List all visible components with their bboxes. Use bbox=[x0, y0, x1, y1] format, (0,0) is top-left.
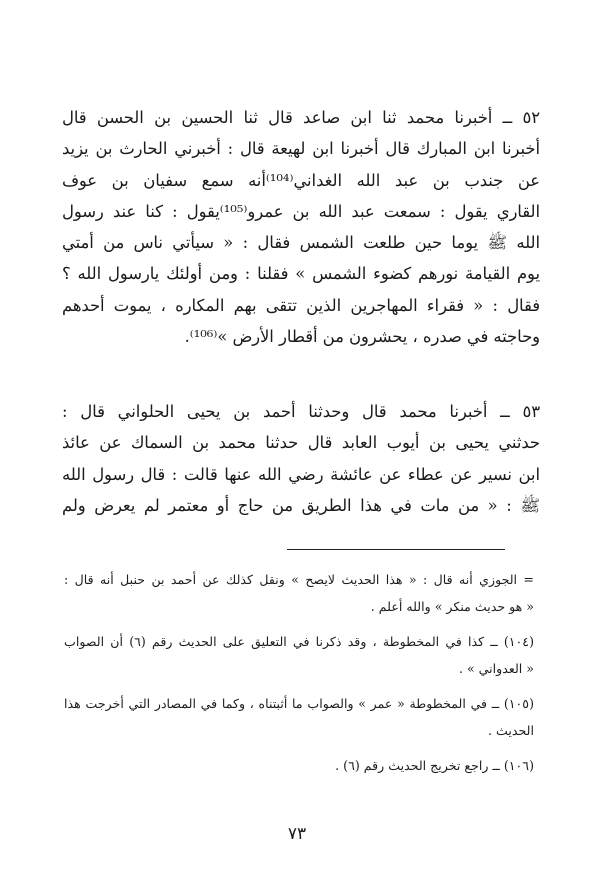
text-line: يوم القيامة نورهم كضوء الشمس » فقلنا : ومن أولئك يارسول الله ؟ bbox=[62, 264, 540, 284]
text-line: ٥٢ ــ أخبرنا محمد ثنا ابن صاعد قال ثنا الحسين بن الحسن قال bbox=[62, 108, 540, 127]
footnote bbox=[64, 752, 534, 779]
text-line: فقال : « فقراء المهاجرين الذين تتقى بهم المكاره ، يموت أحدهم bbox=[62, 295, 540, 315]
footnote-line: « هو حديث منكر » والله أعلم . bbox=[370, 599, 534, 614]
text-line: عن جندب بن عبد الله الغداني⁽¹⁰⁴⁾أنه سمع سفيان بن عوف bbox=[62, 170, 540, 190]
footnote bbox=[64, 628, 534, 682]
text-line: ﷺ : « من مات في هذا الطريق من حاج أو معتمر لم يعرض ولم bbox=[62, 495, 540, 515]
text-line: الله ﷺ يوما حين طلعت الشمس فقال : « سيأتي ناس من أمتي bbox=[62, 233, 540, 253]
text-line: حدثني يحيى بن أيوب العابد قال حدثنا محمد بن السماك عن عائذ bbox=[62, 433, 540, 453]
text-line: ابن نسير عن عطاء عن عائشة رضي الله عنها قالت : قال رسول الله bbox=[62, 464, 540, 484]
footnote bbox=[64, 690, 534, 744]
footnote-line: (١٠٤) ــ كذا في المخطوطة ، وقد ذكرنا في التعليق على الحديث رقم (٦) أن الصواب bbox=[64, 634, 534, 649]
hadith-53-paragraph bbox=[62, 396, 540, 521]
footnote-line: (١٠٥) ــ في المخطوطة « عمر » والصواب ما أثبتناه ، وكما في المصادر التي أخرجت هذا bbox=[64, 696, 534, 711]
page-number: ٧٣ bbox=[287, 824, 307, 844]
footnote-divider bbox=[287, 549, 505, 550]
footnote-line: (١٠٦) ــ راجع تخريج الحديث رقم (٦) . bbox=[335, 758, 534, 773]
text-line: وحاجته في صدره ، يحشرون من أقطار الأرض »⁽¹⁰⁶⁾. bbox=[184, 327, 540, 347]
text-line: القاري يقول : سمعت عبد الله بن عمرو⁽¹⁰⁵⁾يقول : كنا عند رسول bbox=[62, 201, 540, 221]
footnote-line: = الجوزي أنه قال : « هذا الحديث لايصح » ونقل كذلك عن أحمد بن حنبل أنه قال : bbox=[64, 572, 534, 587]
footnote-line: الحديث . bbox=[488, 723, 534, 738]
text-line: أخبرنا ابن المبارك قال أخبرنا ابن لهيعة قال : أخبرني الحارث بن يزيد bbox=[62, 139, 540, 159]
hadith-52-paragraph bbox=[62, 102, 540, 352]
footnote-line: « العدواني » . bbox=[458, 661, 534, 676]
footnote bbox=[64, 566, 534, 620]
text-line: ٥٣ ــ أخبرنا محمد قال وحدثنا أحمد بن يحيى الحلواني قال : bbox=[62, 402, 540, 421]
footnotes bbox=[64, 566, 534, 779]
